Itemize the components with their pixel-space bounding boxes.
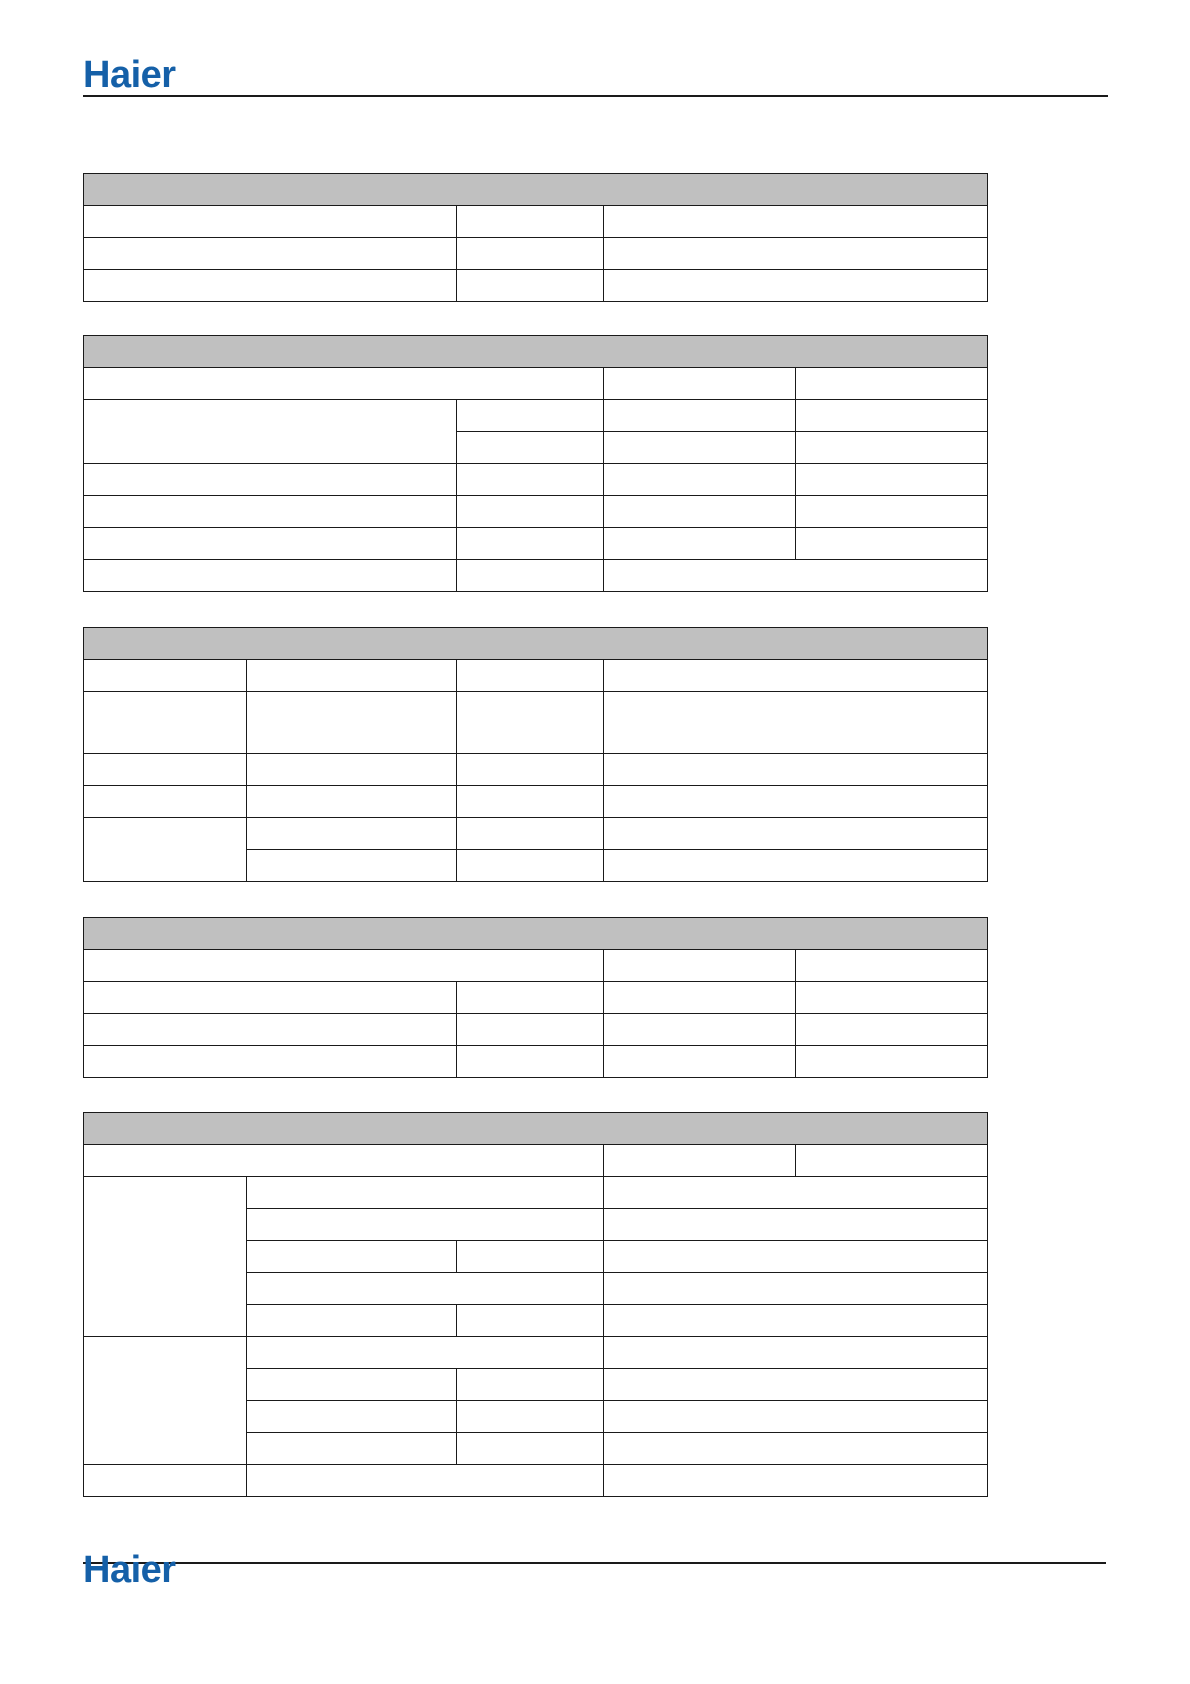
table-row <box>84 496 988 528</box>
table-row <box>84 786 988 818</box>
table-row <box>84 692 988 754</box>
table-row <box>84 1337 988 1369</box>
table-row <box>84 270 988 302</box>
haier-logo-footer: Haier <box>83 1549 176 1591</box>
table-row <box>84 754 988 786</box>
footer-rule <box>83 1562 1106 1564</box>
table-row <box>84 1465 988 1497</box>
table-row <box>84 400 988 432</box>
table-row <box>84 1145 988 1177</box>
table-row <box>84 560 988 592</box>
table-row <box>84 1014 988 1046</box>
table-row <box>84 528 988 560</box>
spec-table-2 <box>83 335 988 592</box>
table-row <box>84 818 988 850</box>
table-row <box>84 206 988 238</box>
table-row <box>84 238 988 270</box>
table-row <box>84 982 988 1014</box>
table-row <box>84 464 988 496</box>
table-row <box>84 368 988 400</box>
spec-table-3 <box>83 627 988 882</box>
table-header <box>84 628 988 660</box>
table-row <box>84 1046 988 1078</box>
spec-table-4 <box>83 917 988 1078</box>
table-row <box>84 660 988 692</box>
table-header <box>84 1113 988 1145</box>
spec-table-5 <box>83 1112 988 1497</box>
table-row <box>84 1177 988 1209</box>
haier-logo-header: Haier <box>83 54 176 96</box>
spec-table-1 <box>83 173 988 302</box>
table-row <box>84 950 988 982</box>
table-header <box>84 918 988 950</box>
header-rule <box>83 95 1108 97</box>
table-header <box>84 174 988 206</box>
table-header <box>84 336 988 368</box>
